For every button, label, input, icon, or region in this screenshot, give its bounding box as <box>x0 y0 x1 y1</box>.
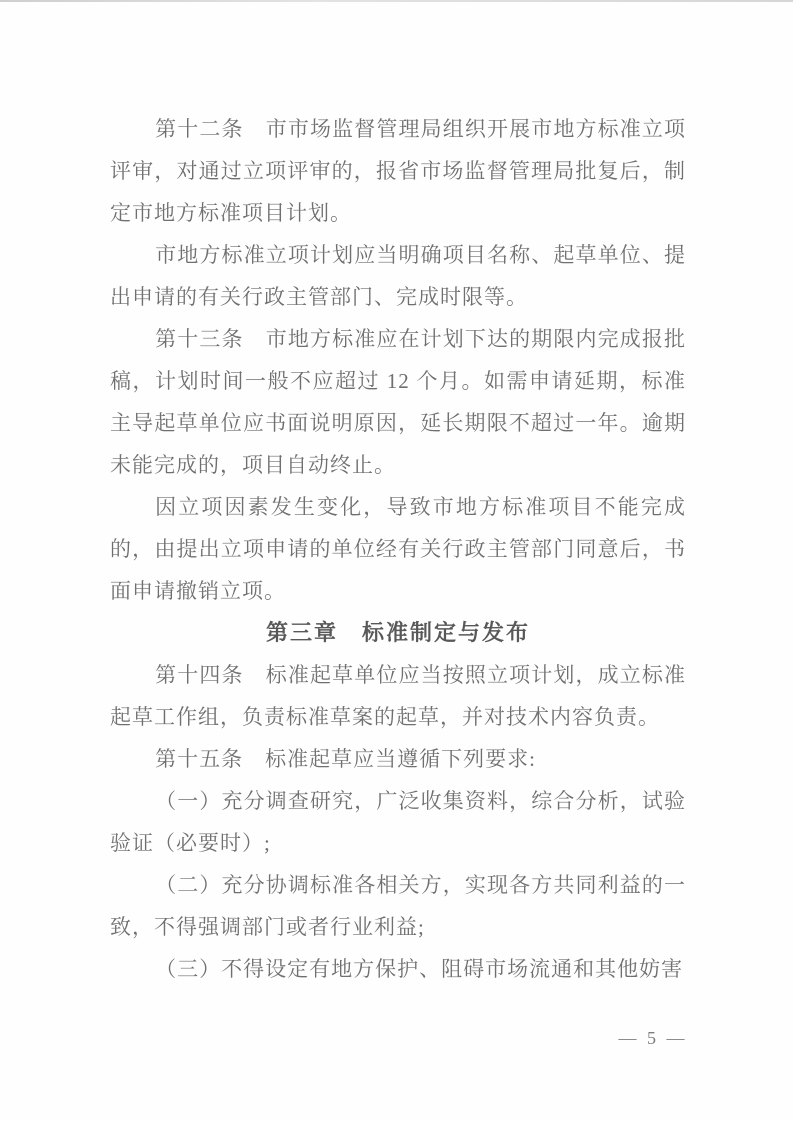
scan-edge-line <box>0 0 793 2</box>
body-paragraph-article-13: 第十三条 市地方标准应在计划下达的期限内完成报批稿，计划时间一般不应超过 12 个月。如需申请延期，标准主导起草单位应书面说明原因，延长期限不超过一年。逾期未能完成的，项目自动终止。 <box>110 327 686 477</box>
page-number: — 5 — <box>618 1028 688 1048</box>
body-paragraph-item-2: （二）充分协调标准各相关方，实现各方共同利益的一致，不得强调部门或者行业利益; <box>110 873 686 939</box>
body-paragraph-project-cancel: 因立项因素发生变化，导致市地方标准项目不能完成的，由提出立项申请的单位经有关行政主管部门同意后，书面申请撤销立项。 <box>110 495 686 603</box>
document-body <box>110 108 686 990</box>
chapter-heading: 第三章 标准制定与发布 <box>265 620 530 645</box>
body-paragraph-item-3: （三）不得设定有地方保护、阻碍市场流通和其他妨害 <box>155 957 684 981</box>
body-paragraph-article-12: 第十二条 市市场监督管理局组织开展市地方标准立项评审，对通过立项评审的，报省市场监督管理局批复后，制定市地方标准项目计划。 <box>110 117 686 225</box>
body-paragraph-item-1: （一）充分调查研究，广泛收集资料，综合分析，试验验证（必要时）; <box>110 789 686 855</box>
body-paragraph-article-15: 第十五条 标准起草应当遵循下列要求: <box>155 747 536 771</box>
body-paragraph-article-14: 第十四条 标准起草单位应当按照立项计划，成立标准起草工作组，负责标准草案的起草，并对技术内容负责。 <box>110 663 686 729</box>
body-paragraph-project-plan: 市地方标准立项计划应当明确项目名称、起草单位、提出申请的有关行政主管部门、完成时限等。 <box>110 243 686 309</box>
